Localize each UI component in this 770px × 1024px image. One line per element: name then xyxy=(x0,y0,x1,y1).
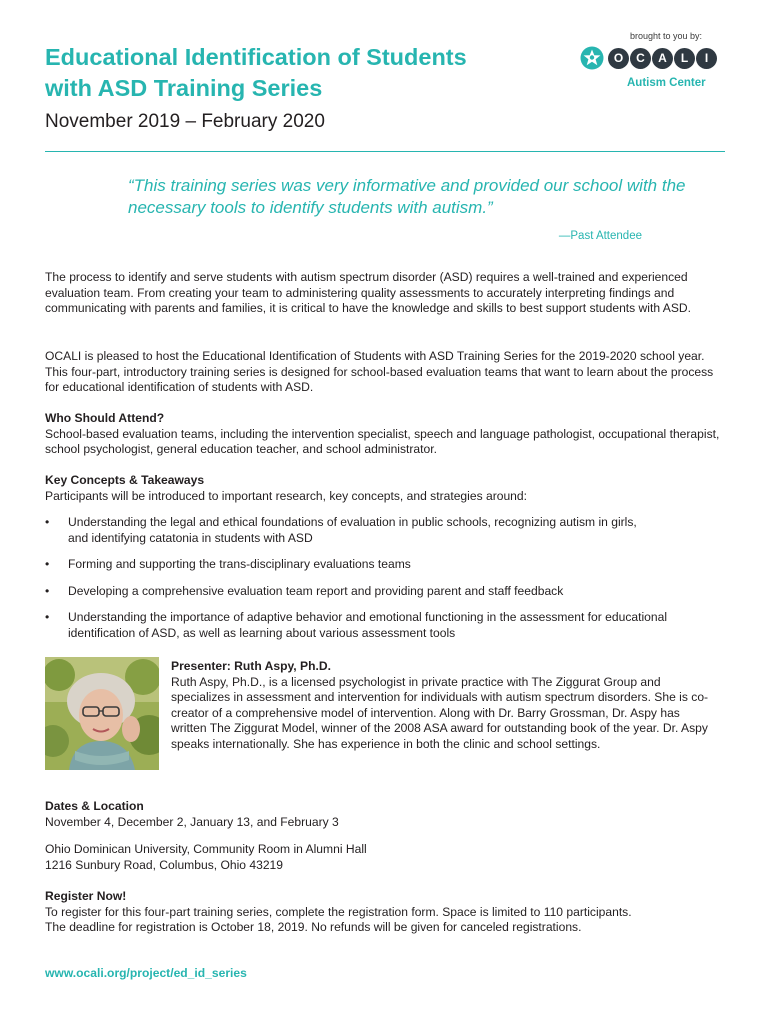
list-item-line-2: and identifying catatonia in students with ASD xyxy=(68,530,313,545)
key-concepts-heading: Key Concepts & Takeaways xyxy=(45,473,205,487)
session-dates: November 4, December 2, January 13, and February 3 xyxy=(45,814,339,829)
page-title xyxy=(45,42,545,104)
dates-location-section xyxy=(45,799,725,830)
register-line-2: The deadline for registration is October 18, 2019. No refunds will be given for canceled registrations. xyxy=(45,920,582,935)
key-concepts-intro: Participants will be introduced to important research, key concepts, and strategies around: xyxy=(45,488,527,503)
presenter-heading: Presenter: Ruth Aspy, Ph.D. xyxy=(171,659,331,673)
list-item xyxy=(45,610,725,641)
who-heading: Who Should Attend? xyxy=(45,411,165,425)
key-concepts-list xyxy=(45,515,725,653)
quote-attribution: —Past Attendee xyxy=(558,230,642,242)
logo-letter-a: A xyxy=(652,48,673,69)
presenter-photo xyxy=(45,657,159,770)
bullet-icon: • xyxy=(45,583,50,598)
register-heading: Register Now! xyxy=(45,889,127,903)
venue-name: Ohio Dominican University, Community Room in Alumni Hall xyxy=(45,842,367,856)
project-url-link[interactable]: www.ocali.org/project/ed_id_series xyxy=(45,966,247,980)
intro-paragraph-1: The process to identify and serve students with autism spectrum disorder (ASD) requires a well-trained and experienced evaluation team. From creating your team to administering quality assessments to accurately interpreting findings and communicating with parents and families, it is critical to have the knowledge and skills to best support students with ASD. xyxy=(45,270,691,316)
testimonial-quote: “This training series was very informative and provided our school with the necessary tools to identify students with autism.” xyxy=(128,176,686,217)
presenter-section xyxy=(171,659,716,753)
logo-letter-o: O xyxy=(608,48,629,69)
date-range: November 2019 – February 2020 xyxy=(45,111,325,132)
list-item-line-1: Understanding the legal and ethical foundations of evaluation in public schools, recognizing autism in girls, xyxy=(68,515,637,529)
list-item-line-1: Forming and supporting the trans-disciplinary evaluations teams xyxy=(68,557,411,572)
who-should-attend-section xyxy=(45,411,725,458)
divider xyxy=(45,151,725,152)
bullet-icon: • xyxy=(45,515,50,529)
logo-subtitle: Autism Center xyxy=(627,77,706,89)
logo-letter-c: C xyxy=(630,48,651,69)
intro-paragraph-2: OCALI is pleased to host the Educational Identification of Students with ASD Training Series for the 2019-2020 school year. This four-part, introductory training series is designed for school-based evaluation teams that want to learn about the process for educational identification of students with ASD. xyxy=(45,349,714,395)
venue-block xyxy=(45,842,725,873)
logo-letter-i: I xyxy=(696,48,717,69)
list-item xyxy=(45,584,725,600)
bullet-icon: • xyxy=(45,610,50,625)
title-line-1: Educational Identification of Students xyxy=(45,44,467,70)
star-person-icon xyxy=(580,46,604,70)
list-item-line-2: identification of ASD, as well as learning about various assessment tools xyxy=(68,625,456,640)
key-concepts-section xyxy=(45,473,725,504)
register-line-1: To register for this four-part training series, complete the registration form. Space is limited to 110 participants. xyxy=(45,904,632,919)
venue-address: 1216 Sunbury Road, Columbus, Ohio 43219 xyxy=(45,857,284,872)
who-text: School-based evaluation teams, including the intervention specialist, speech and language pathologist, occupational therapist, school psychologist, general education teacher, and school administrator. xyxy=(45,426,720,457)
presenter-bio: Ruth Aspy, Ph.D., is a licensed psychologist in private practice with The Ziggurat Group and specializes in assessment and intervention for individuals with autism spectrum disorders. She is co-creator of a comprehensive model of intervention. Along with Dr. Barry Grossman, Dr. Aspy has written The Ziggurat Model, winner of the 2008 ASA award for outstanding book of the year. Dr. Aspy speaks internationally. She has experience in both the clinic and school settings. xyxy=(171,674,709,751)
dates-location-heading: Dates & Location xyxy=(45,799,144,813)
logo-letter-l: L xyxy=(674,48,695,69)
title-line-2: with ASD Training Series xyxy=(45,75,323,101)
brought-to-you-by: brought to you by: xyxy=(629,31,702,41)
list-item xyxy=(45,515,725,546)
register-section xyxy=(45,889,725,936)
list-item xyxy=(45,557,725,573)
list-item-line-1: Developing a comprehensive evaluation team report and providing parent and staff feedback xyxy=(68,583,564,598)
ocali-logo xyxy=(580,46,730,94)
bullet-icon: • xyxy=(45,557,50,572)
list-item-line-1: Understanding the importance of adaptive behavior and emotional functioning in the assessment for educational xyxy=(68,610,668,625)
